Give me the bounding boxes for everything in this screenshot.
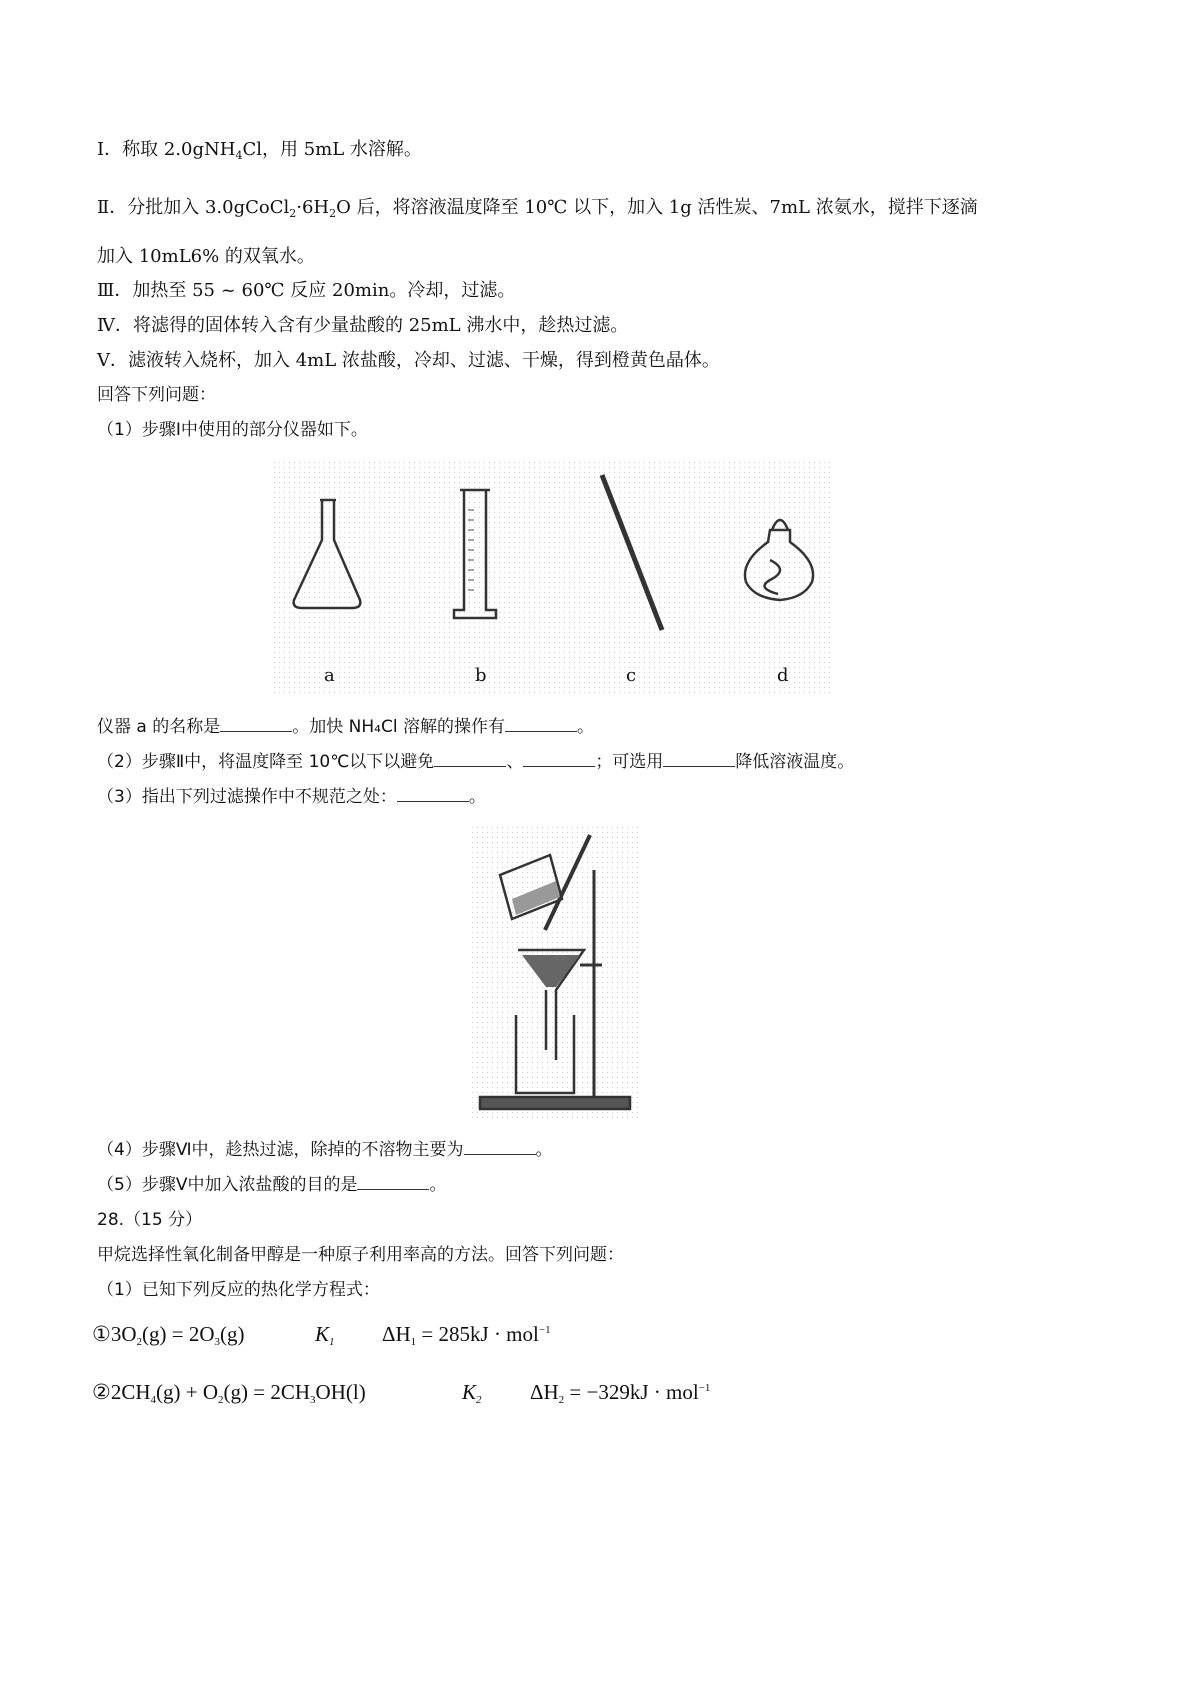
step-2-cont: 加入 10mL6% 的双氧水。	[97, 246, 315, 267]
answer-blank[interactable]	[464, 1138, 536, 1155]
question-2	[97, 750, 854, 774]
filtration-figure	[470, 825, 640, 1118]
subscript: 2	[476, 1394, 482, 1406]
question-4	[97, 1138, 553, 1162]
equilibrium-constant	[462, 1380, 482, 1406]
glass-rod-icon	[602, 475, 662, 630]
answer-blank[interactable]	[357, 1173, 429, 1190]
text: （4）步骤Ⅵ中，趁热过滤，除掉的不溶物主要为	[97, 1140, 464, 1160]
answer-blank[interactable]	[663, 750, 735, 767]
answer-blank[interactable]	[523, 750, 595, 767]
text: ΔH	[530, 1380, 559, 1404]
text: (g) = 2O	[142, 1322, 215, 1346]
label-b: b	[475, 665, 487, 686]
apparatus-figure	[272, 460, 832, 696]
text: K	[462, 1380, 477, 1404]
text: Ⅱ．分批加入 3.0gCoCl	[97, 197, 290, 218]
equation-formula	[92, 1380, 366, 1406]
text: ·6H	[296, 197, 330, 218]
step-3: Ⅲ．加热至 55 ~ 60℃ 反应 20min。冷却，过滤。	[97, 280, 516, 301]
equilibrium-constant	[315, 1322, 335, 1348]
subscript: 2	[329, 207, 337, 220]
text: （3）指出下列过滤操作中不规范之处：	[97, 787, 397, 807]
step-2	[97, 196, 978, 226]
enthalpy	[382, 1322, 551, 1348]
text: OH(l)	[315, 1380, 366, 1404]
text: = −329kJ · mol	[564, 1380, 699, 1404]
text: 2CH	[110, 1380, 151, 1404]
text: （5）步骤Ⅴ中加入浓盐酸的目的是	[97, 1175, 358, 1195]
question-1-followup	[97, 715, 594, 739]
superscript: −1	[538, 1324, 551, 1336]
text: 、	[506, 752, 524, 772]
text: 仪器 a 的名称是	[97, 717, 221, 737]
text: = 285kJ · mol	[416, 1322, 539, 1346]
text: ①	[92, 1322, 111, 1346]
text: ②	[92, 1380, 111, 1404]
subscript: 2	[558, 1394, 565, 1406]
text: （2）步骤Ⅱ中，将温度降至 10℃以下以避免	[97, 752, 435, 772]
text: (g)	[220, 1322, 245, 1346]
answer-blank[interactable]	[220, 715, 292, 732]
problem-28-q1: （1）已知下列反应的热化学方程式：	[97, 1280, 380, 1300]
text: Ⅰ．称取 2.0gNH	[97, 139, 236, 160]
text: 。	[576, 717, 594, 737]
answer-blank[interactable]	[434, 750, 506, 767]
subscript: 4	[235, 149, 243, 162]
text: K	[315, 1322, 330, 1346]
question-1: （1）步骤Ⅰ中使用的部分仪器如下。	[97, 420, 368, 440]
label-a: a	[324, 665, 335, 686]
glass-rod-icon	[545, 835, 590, 930]
text: 。	[468, 787, 486, 807]
subscript: 1	[329, 1336, 335, 1348]
subscript: 2	[289, 207, 297, 220]
text: 3O	[110, 1322, 137, 1346]
question-3	[97, 785, 486, 809]
problem-28-intro: 甲烷选择性氧化制备甲醇是一种原子利用率高的方法。回答下列问题：	[97, 1245, 624, 1265]
graduated-cylinder-icon	[454, 490, 496, 618]
text: (g) = 2CH	[223, 1380, 311, 1404]
text: 降低溶液温度。	[735, 752, 855, 772]
enthalpy	[530, 1380, 710, 1406]
subscript: 2	[218, 1394, 224, 1406]
answer-blank[interactable]	[505, 715, 577, 732]
text: ；可选用	[595, 752, 664, 772]
superscript: −1	[698, 1382, 711, 1394]
step-4: Ⅳ．将滤得的固体转入含有少量盐酸的 25mL 沸水中，趁热过滤。	[97, 315, 629, 336]
label-c: c	[626, 665, 637, 686]
text: (g) + O	[156, 1380, 219, 1404]
intro: 回答下列问题：	[97, 385, 216, 405]
apparatus-drawing	[272, 460, 832, 696]
subscript: 3	[214, 1336, 220, 1348]
stand-base-icon	[480, 1097, 630, 1109]
ring-stand-icon	[580, 870, 602, 1100]
subscript: 2	[136, 1336, 142, 1348]
subscript: 4	[150, 1394, 157, 1406]
text: 。	[429, 1175, 447, 1195]
subscript: 1	[410, 1336, 417, 1348]
subscript: 3	[310, 1394, 316, 1406]
reagent-bottle-icon	[745, 520, 813, 600]
question-5	[97, 1173, 446, 1197]
text: 。加快 NH₄Cl 溶解的操作有	[292, 717, 505, 737]
step-1	[97, 138, 422, 168]
equation-formula	[92, 1322, 245, 1348]
text: 。	[535, 1140, 553, 1160]
erlenmeyer-flask-icon	[294, 500, 361, 608]
step-5: Ⅴ．滤液转入烧杯，加入 4mL 浓盐酸，冷却、过滤、干燥，得到橙黄色晶体。	[97, 350, 720, 371]
text: O 后，将溶液温度降至 10℃ 以下，加入 1g 活性炭、7mL 浓氨水，搅拌下逐滴	[336, 197, 978, 218]
label-d: d	[777, 665, 789, 686]
text: Cl，用 5mL 水溶解。	[242, 139, 422, 160]
text: ΔH	[382, 1322, 411, 1346]
problem-28-header: 28.（15 分）	[97, 1210, 203, 1230]
filtration-drawing	[470, 825, 640, 1118]
answer-blank[interactable]	[397, 785, 469, 802]
